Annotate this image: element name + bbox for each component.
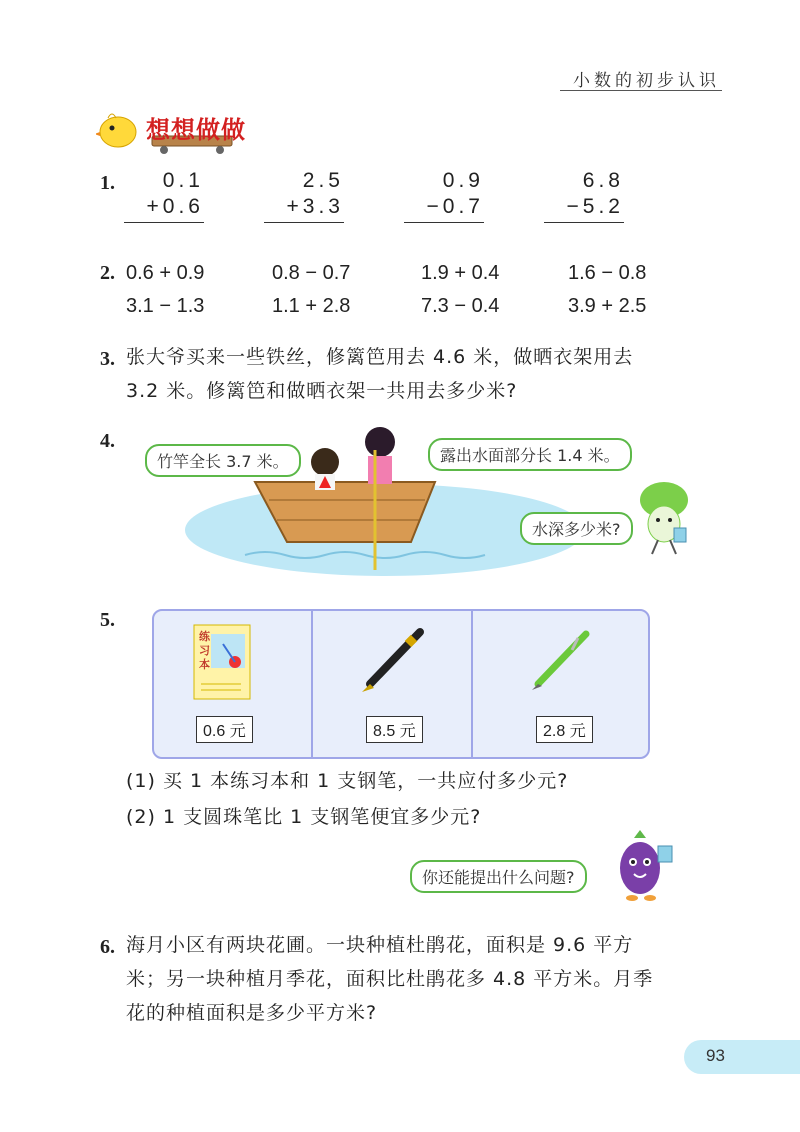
answer-line bbox=[124, 222, 204, 223]
question-5-sub-1: (1) 买 1 本练习本和 1 支钢笔，一共应付多少元? bbox=[126, 770, 569, 792]
question-6-line-3: 花的种植面积是多少平方米? bbox=[126, 1002, 378, 1024]
question-2-number: 2. bbox=[100, 262, 115, 284]
expression: 1.1 + 2.8 bbox=[272, 295, 351, 317]
question-6-line-2: 米；另一块种植月季花，面积比杜鹃花多 4.8 平方米。月季 bbox=[126, 968, 654, 990]
answer-line bbox=[404, 222, 484, 223]
question-3-line-1: 张大爷买来一些铁丝，修篱笆用去 4.6 米，做晒衣架用去 bbox=[126, 346, 634, 368]
answer-line bbox=[544, 222, 624, 223]
expression: 7.3 − 0.4 bbox=[421, 295, 500, 317]
addend-top: 0.1 bbox=[162, 169, 204, 192]
speech-bubble: 露出水面部分长 1.4 米。 bbox=[428, 438, 632, 471]
page-number-tab bbox=[684, 1040, 800, 1074]
expression: 0.8 − 0.7 bbox=[272, 262, 351, 284]
addend-bottom: +0.6 bbox=[146, 195, 204, 218]
expression: 3.9 + 2.5 bbox=[568, 295, 647, 317]
notebook-char: 练 bbox=[199, 630, 210, 643]
minuend: 0.9 bbox=[442, 169, 484, 192]
answer-line bbox=[264, 222, 344, 223]
minuend: 6.8 bbox=[582, 169, 624, 192]
ballpoint-pen-icon bbox=[528, 628, 594, 692]
subtrahend: −0.7 bbox=[426, 195, 484, 218]
price-tag: 0.6 元 bbox=[196, 716, 253, 743]
question-5-number: 5. bbox=[100, 609, 115, 631]
notebook-label bbox=[199, 630, 210, 672]
cabbage-character-icon bbox=[630, 478, 700, 558]
fountain-pen-icon bbox=[358, 626, 428, 696]
speech-bubble: 水深多少米? bbox=[520, 512, 633, 545]
expression: 1.6 − 0.8 bbox=[568, 262, 647, 284]
vertical-problem bbox=[264, 168, 344, 223]
chapter-title: 小数的初步认识 bbox=[573, 71, 720, 91]
vertical-problem bbox=[544, 168, 624, 223]
price-tag: 8.5 元 bbox=[366, 716, 423, 743]
page-number: 93 bbox=[706, 1046, 725, 1065]
speech-bubble: 你还能提出什么问题? bbox=[410, 860, 587, 893]
notebook-char: 本 bbox=[199, 658, 210, 671]
section-title: 想想做做 bbox=[146, 116, 246, 144]
question-5-sub-2: (2) 1 支圆珠笔比 1 支钢笔便宜多少元? bbox=[126, 806, 482, 828]
question-3-number: 3. bbox=[100, 348, 115, 370]
speech-bubble: 竹竿全长 3.7 米。 bbox=[145, 444, 301, 477]
question-6-line-1: 海月小区有两块花圃。一块种植杜鹃花，面积是 9.6 平方 bbox=[126, 934, 634, 956]
question-4-number: 4. bbox=[100, 430, 115, 452]
expression: 3.1 − 1.3 bbox=[126, 295, 205, 317]
vertical-problem bbox=[404, 168, 484, 223]
header-rule bbox=[560, 90, 722, 91]
eggplant-character-icon bbox=[612, 828, 678, 908]
vertical-problem bbox=[124, 168, 204, 223]
addend-bottom: +3.3 bbox=[286, 195, 344, 218]
subtrahend: −5.2 bbox=[566, 195, 624, 218]
question-3-line-2: 3.2 米。修篱笆和做晒衣架一共用去多少米? bbox=[126, 380, 518, 402]
question-6-number: 6. bbox=[100, 936, 115, 958]
panel-divider bbox=[311, 611, 313, 757]
expression: 0.6 + 0.9 bbox=[126, 262, 205, 284]
expression: 1.9 + 0.4 bbox=[421, 262, 500, 284]
panel-divider bbox=[471, 611, 473, 757]
notebook-char: 习 bbox=[199, 644, 210, 657]
addend-top: 2.5 bbox=[302, 169, 344, 192]
question-1-number: 1. bbox=[100, 172, 115, 194]
price-tag: 2.8 元 bbox=[536, 716, 593, 743]
